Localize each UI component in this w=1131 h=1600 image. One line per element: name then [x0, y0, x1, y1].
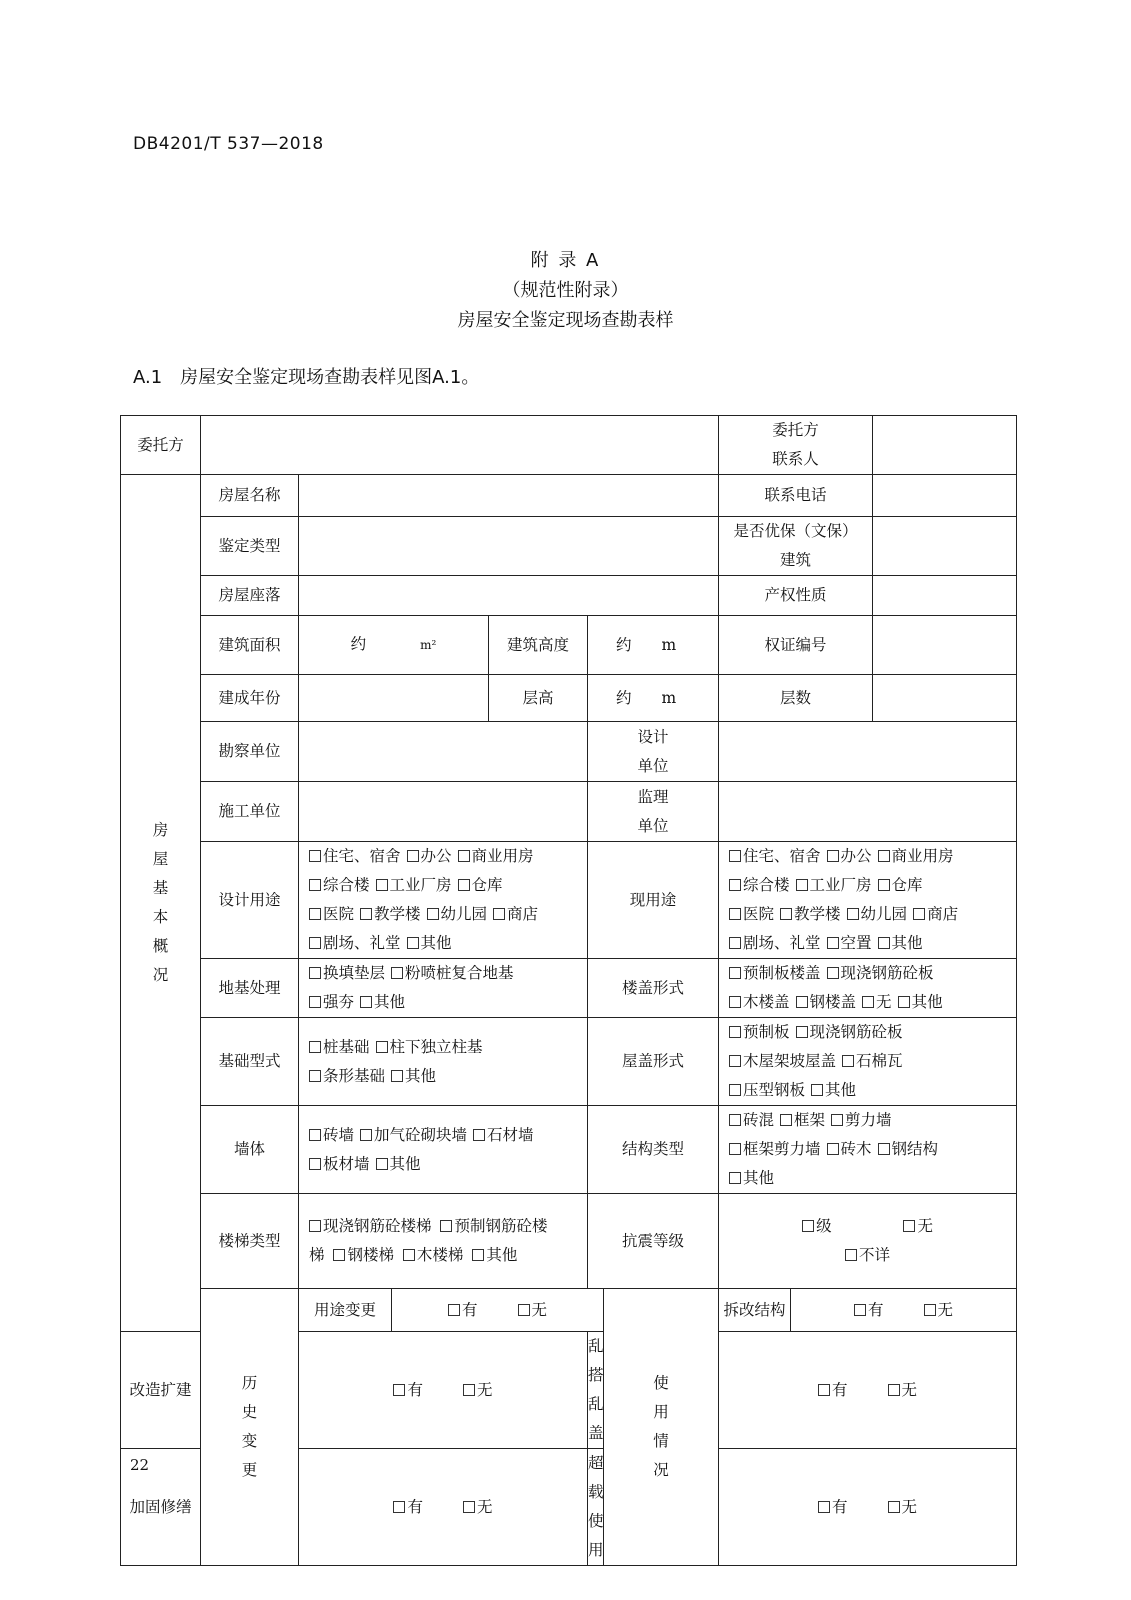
- checkbox[interactable]: [309, 967, 321, 979]
- label-no: 无: [477, 1497, 493, 1516]
- option-label: 石棉瓦: [856, 1052, 903, 1070]
- label-location: 房屋座落: [201, 576, 299, 616]
- label-house-name: 房屋名称: [201, 475, 299, 517]
- label-floors: 层数: [719, 675, 873, 722]
- checkbox-yes[interactable]: [818, 1501, 830, 1513]
- yn-renovation: [299, 1332, 588, 1449]
- field-cert-no[interactable]: [873, 616, 1017, 675]
- checkbox[interactable]: [360, 1129, 372, 1141]
- field-construction-unit[interactable]: [299, 782, 588, 842]
- option-label: 综合楼: [323, 876, 370, 894]
- checkbox-no[interactable]: [518, 1304, 530, 1316]
- field-supervision-unit[interactable]: [719, 782, 1017, 842]
- option-line: [309, 1033, 587, 1062]
- label-survey-unit: 勘察单位: [201, 722, 299, 782]
- checkbox-yes[interactable]: [393, 1501, 405, 1513]
- option-label: 医院: [323, 905, 355, 923]
- checkbox[interactable]: [729, 850, 741, 862]
- label-ground-treatment: 地基处理: [201, 959, 299, 1018]
- field-floors[interactable]: [873, 675, 1017, 722]
- checkbox[interactable]: [729, 1026, 741, 1038]
- checkbox[interactable]: [458, 850, 470, 862]
- option-label: 现浇钢筋砼板: [840, 964, 934, 982]
- option-label: 商业用房: [891, 847, 954, 865]
- option-line: [309, 988, 587, 1017]
- field-floor-height[interactable]: 约 m: [588, 675, 719, 722]
- label-design-unit: 设计 单位: [588, 722, 719, 782]
- option-line: [729, 1106, 1016, 1135]
- label-stair-type: 楼梯类型: [201, 1194, 299, 1289]
- option-line: [729, 929, 1016, 958]
- field-house-name[interactable]: [299, 475, 719, 517]
- options-design-use: [299, 842, 588, 959]
- option-label: 教学楼: [794, 905, 841, 923]
- checkbox[interactable]: [862, 996, 874, 1008]
- stair-line-2: 梯 钢楼梯 木楼梯 其他: [309, 1246, 518, 1264]
- label-use-change: 用途变更: [299, 1289, 392, 1332]
- checkbox[interactable]: [729, 1114, 741, 1126]
- label-heritage: 是否优保（文保） 建筑: [719, 517, 873, 576]
- label-property-nature: 产权性质: [719, 576, 873, 616]
- option-label: 商店: [927, 905, 959, 923]
- option-line: [309, 929, 587, 958]
- checkbox-no[interactable]: [924, 1304, 936, 1316]
- option-line: [309, 1150, 587, 1179]
- checkbox[interactable]: [802, 1220, 814, 1232]
- label-reinforcement: 加固修缮: [121, 1449, 201, 1566]
- options-structure-type: [719, 1106, 1017, 1194]
- checkbox[interactable]: [309, 908, 321, 920]
- option-label: 预制板楼盖: [743, 964, 821, 982]
- label-current-use: 现用途: [588, 842, 719, 959]
- checkbox[interactable]: [309, 1129, 321, 1141]
- page-number: 22: [130, 1456, 150, 1474]
- label-roof-form: 屋盖形式: [588, 1018, 719, 1106]
- option-label: 其他: [911, 993, 943, 1011]
- options-seismic-grade: 级 无 不详: [719, 1194, 1017, 1289]
- appendix-heading: 房屋安全鉴定现场查勘表样: [457, 310, 674, 331]
- option-label: 木屋架坡屋盖: [743, 1052, 837, 1070]
- option-label: 其他: [825, 1081, 857, 1099]
- checkbox[interactable]: [796, 879, 808, 891]
- label-appraisal-type: 鉴定类型: [201, 517, 299, 576]
- option-label: 幼儿园: [440, 905, 488, 923]
- checkbox[interactable]: [729, 967, 741, 979]
- option-label: 砖木: [840, 1140, 872, 1158]
- checkbox[interactable]: [878, 937, 890, 949]
- document-id: DB4201/T 537—2018: [133, 134, 324, 154]
- label-yes: 有: [832, 1380, 848, 1399]
- option-label: 综合楼: [743, 876, 790, 894]
- option-label: 粉喷桩复合地基: [405, 964, 514, 982]
- option-line: [729, 1164, 1016, 1193]
- option-line: [309, 871, 587, 900]
- checkbox[interactable]: [729, 1084, 741, 1096]
- yn-use-change: [392, 1289, 604, 1332]
- group-basic-info: 房屋基本概况: [121, 475, 201, 1332]
- group-use-condition: 使用情况: [604, 1289, 719, 1566]
- option-label: 石材墙: [487, 1125, 534, 1144]
- checkbox[interactable]: [827, 937, 839, 949]
- field-design-unit[interactable]: [719, 722, 1017, 782]
- option-label: 压型钢板: [743, 1081, 806, 1099]
- label-building-area: 建筑面积: [201, 616, 299, 675]
- checkbox[interactable]: [391, 1070, 403, 1082]
- option-label: 剪力墙: [845, 1111, 892, 1129]
- label-no: 无: [531, 1300, 548, 1319]
- checkbox[interactable]: [831, 1114, 843, 1126]
- option-label: 仓库: [891, 876, 923, 894]
- option-line: [309, 900, 587, 929]
- stair-line-1: 现浇钢筋砼楼梯 预制钢筋砼楼: [309, 1212, 587, 1241]
- checkbox[interactable]: [729, 879, 741, 891]
- yn-illegal-build: [719, 1332, 1017, 1449]
- label-building-height: 建筑高度: [489, 616, 588, 675]
- checkbox[interactable]: [458, 879, 470, 891]
- option-label: 桩基础: [323, 1037, 370, 1056]
- checkbox[interactable]: [729, 937, 741, 949]
- checkbox[interactable]: [729, 1143, 741, 1155]
- checkbox[interactable]: [309, 1158, 321, 1170]
- label-floor-form: 楼盖形式: [588, 959, 719, 1018]
- option-label: 无: [876, 993, 892, 1011]
- option-label: 钢结构: [891, 1140, 939, 1158]
- label-structure-type: 结构类型: [588, 1106, 719, 1194]
- option-label: 其他: [405, 1066, 437, 1085]
- label-wall: 墙体: [201, 1106, 299, 1194]
- option-label: 柱下独立柱基: [389, 1037, 483, 1056]
- option-label: 工业厂房: [389, 876, 452, 894]
- option-label: 其他: [389, 1154, 421, 1173]
- label-construction-unit: 施工单位: [201, 782, 299, 842]
- checkbox[interactable]: [903, 1220, 915, 1232]
- field-client-contact[interactable]: [873, 416, 1017, 475]
- checkbox-yes[interactable]: [818, 1384, 830, 1396]
- checkbox-no[interactable]: [463, 1384, 475, 1396]
- option-label: 其他: [420, 934, 452, 952]
- checkbox[interactable]: [729, 1055, 741, 1067]
- option-label: 框架剪力墙: [743, 1140, 821, 1158]
- checkbox[interactable]: [407, 850, 419, 862]
- checkbox-no[interactable]: [888, 1384, 900, 1396]
- field-survey-unit[interactable]: [299, 722, 588, 782]
- option-line: [729, 842, 1016, 871]
- label-overload: 超载使用: [588, 1449, 604, 1566]
- checkbox[interactable]: [493, 908, 505, 920]
- yn-overload: [719, 1449, 1017, 1566]
- checkbox[interactable]: [403, 1249, 415, 1261]
- label-cert-no: 权证编号: [719, 616, 873, 675]
- checkbox[interactable]: [473, 1129, 485, 1141]
- option-line: [729, 1047, 1016, 1076]
- checkbox[interactable]: [878, 1143, 890, 1155]
- field-heritage[interactable]: [873, 517, 1017, 576]
- option-line: [729, 959, 1016, 988]
- option-line: [309, 1062, 587, 1091]
- checkbox[interactable]: [913, 908, 925, 920]
- option-label: 医院: [743, 905, 775, 923]
- checkbox[interactable]: [440, 1220, 452, 1232]
- label-seismic-grade: 抗震等级: [588, 1194, 719, 1289]
- label-floor-height: 层高: [489, 675, 588, 722]
- section-text: 房屋安全鉴定现场查勘表样见图A.1。: [180, 367, 480, 388]
- yn-structure-alter: [791, 1289, 1017, 1332]
- checkbox[interactable]: [427, 908, 439, 920]
- option-label: 预制板: [743, 1023, 790, 1041]
- label-no: 无: [901, 1380, 918, 1399]
- checkbox[interactable]: [376, 879, 388, 891]
- checkbox[interactable]: [796, 996, 808, 1008]
- checkbox-yes[interactable]: [854, 1304, 866, 1316]
- label-renovation: 改造扩建: [121, 1332, 201, 1449]
- option-line: [729, 1135, 1016, 1164]
- checkbox[interactable]: [472, 1249, 484, 1261]
- option-label: 条形基础: [323, 1066, 386, 1085]
- checkbox[interactable]: [376, 1041, 388, 1053]
- option-label: 换填垫层: [323, 964, 386, 982]
- appendix-subtitle: （规范性附录）: [502, 280, 629, 301]
- checkbox[interactable]: [729, 1172, 741, 1184]
- label-client: 委托方: [121, 416, 201, 475]
- option-line: [729, 900, 1016, 929]
- option-label: 教学楼: [374, 905, 421, 923]
- option-label: 剧场、礼堂: [743, 934, 821, 952]
- field-client[interactable]: [201, 416, 719, 475]
- checkbox-yes[interactable]: [448, 1304, 460, 1316]
- checkbox[interactable]: [376, 1158, 388, 1170]
- option-label: 办公: [840, 847, 872, 865]
- option-label: 工业厂房: [809, 876, 872, 894]
- label-design-use: 设计用途: [201, 842, 299, 959]
- checkbox[interactable]: [309, 1070, 321, 1082]
- options-floor-form: [719, 959, 1017, 1018]
- survey-form-table: [120, 415, 1017, 1566]
- option-label: 其他: [374, 993, 406, 1011]
- label-no: 无: [901, 1497, 918, 1516]
- checkbox[interactable]: [309, 850, 321, 862]
- group-history: 历史变更: [201, 1289, 299, 1566]
- field-location[interactable]: [299, 576, 719, 616]
- option-label: 框架: [794, 1111, 826, 1129]
- label-client-contact: 委托方 联系人: [719, 416, 873, 475]
- checkbox[interactable]: [796, 1026, 808, 1038]
- label-yes: 有: [407, 1497, 423, 1516]
- section-number: A.1: [133, 367, 163, 388]
- option-label: 砖混: [743, 1111, 775, 1129]
- checkbox[interactable]: [878, 850, 890, 862]
- option-label: 钢楼盖: [809, 993, 857, 1011]
- options-roof-form: [719, 1018, 1017, 1106]
- option-label: 住宅、宿舍: [323, 847, 401, 865]
- checkbox[interactable]: [811, 1084, 823, 1096]
- option-label: 砖墙: [323, 1125, 355, 1144]
- checkbox[interactable]: [333, 1249, 345, 1261]
- checkbox[interactable]: [898, 996, 910, 1008]
- label-yes: 有: [832, 1497, 848, 1516]
- option-label: 办公: [420, 847, 452, 865]
- option-line: [729, 871, 1016, 900]
- option-label: 其他: [891, 934, 923, 952]
- options-foundation-type: [299, 1018, 588, 1106]
- option-line: [729, 1018, 1016, 1047]
- option-label: 强夯: [323, 993, 355, 1011]
- checkbox-no[interactable]: [463, 1501, 475, 1513]
- checkbox[interactable]: [407, 937, 419, 949]
- checkbox[interactable]: [391, 967, 403, 979]
- label-yes: 有: [461, 1300, 478, 1319]
- checkbox[interactable]: [729, 908, 741, 920]
- option-label: 现浇钢筋砼板: [809, 1023, 903, 1041]
- field-property-nature[interactable]: [873, 576, 1017, 616]
- label-yes: 有: [407, 1380, 423, 1399]
- option-label: 其他: [743, 1169, 775, 1187]
- label-yes: 有: [868, 1300, 884, 1319]
- field-phone[interactable]: [873, 475, 1017, 517]
- option-label: 仓库: [471, 876, 503, 894]
- checkbox[interactable]: [827, 850, 839, 862]
- label-built-year: 建成年份: [201, 675, 299, 722]
- checkbox[interactable]: [360, 908, 372, 920]
- checkbox[interactable]: [842, 1055, 854, 1067]
- section-a1: [133, 363, 479, 389]
- option-label: 空置: [840, 934, 872, 952]
- option-line: [729, 1076, 1016, 1105]
- option-label: 剧场、礼堂: [323, 934, 401, 952]
- appendix-title: 附 录 A: [530, 250, 601, 271]
- label-no: 无: [937, 1300, 954, 1319]
- label-structure-alter: 拆改结构: [719, 1289, 791, 1332]
- yn-reinforcement: [299, 1449, 588, 1566]
- label-foundation-type: 基础型式: [201, 1018, 299, 1106]
- options-wall: [299, 1106, 588, 1194]
- options-ground-treatment: [299, 959, 588, 1018]
- checkbox-yes[interactable]: [393, 1384, 405, 1396]
- label-no: 无: [477, 1380, 493, 1399]
- label-illegal-build: 乱搭乱盖: [588, 1332, 604, 1449]
- option-label: 商店: [507, 905, 539, 923]
- field-appraisal-type[interactable]: [299, 517, 719, 576]
- checkbox[interactable]: [827, 1143, 839, 1155]
- option-label: 加气砼砌块墙: [374, 1125, 468, 1144]
- options-current-use: [719, 842, 1017, 959]
- checkbox[interactable]: [878, 879, 890, 891]
- checkbox[interactable]: [729, 996, 741, 1008]
- label-phone: 联系电话: [719, 475, 873, 517]
- checkbox[interactable]: [360, 996, 372, 1008]
- checkbox-no[interactable]: [888, 1501, 900, 1513]
- option-label: 住宅、宿舍: [743, 847, 821, 865]
- option-label: 板材墙: [323, 1154, 370, 1173]
- option-label: 幼儿园: [860, 905, 908, 923]
- checkbox[interactable]: [309, 879, 321, 891]
- checkbox[interactable]: [780, 1114, 792, 1126]
- field-built-year[interactable]: [299, 675, 489, 722]
- option-line: [309, 1121, 587, 1150]
- label-supervision-unit: 监理 单位: [588, 782, 719, 842]
- checkbox[interactable]: [309, 1220, 321, 1232]
- option-label: 木楼盖: [743, 993, 790, 1011]
- option-label: 商业用房: [471, 847, 534, 865]
- option-line: [729, 988, 1016, 1017]
- checkbox[interactable]: [309, 1041, 321, 1053]
- field-building-area[interactable]: 约 m²: [299, 616, 489, 675]
- field-building-height[interactable]: 约 m: [588, 616, 719, 675]
- checkbox[interactable]: [827, 967, 839, 979]
- options-stair-type: [299, 1194, 588, 1289]
- option-line: [309, 842, 587, 871]
- checkbox[interactable]: [309, 996, 321, 1008]
- option-line: [309, 959, 587, 988]
- checkbox[interactable]: [309, 937, 321, 949]
- checkbox[interactable]: [845, 1249, 857, 1261]
- checkbox[interactable]: [847, 908, 859, 920]
- checkbox[interactable]: [780, 908, 792, 920]
